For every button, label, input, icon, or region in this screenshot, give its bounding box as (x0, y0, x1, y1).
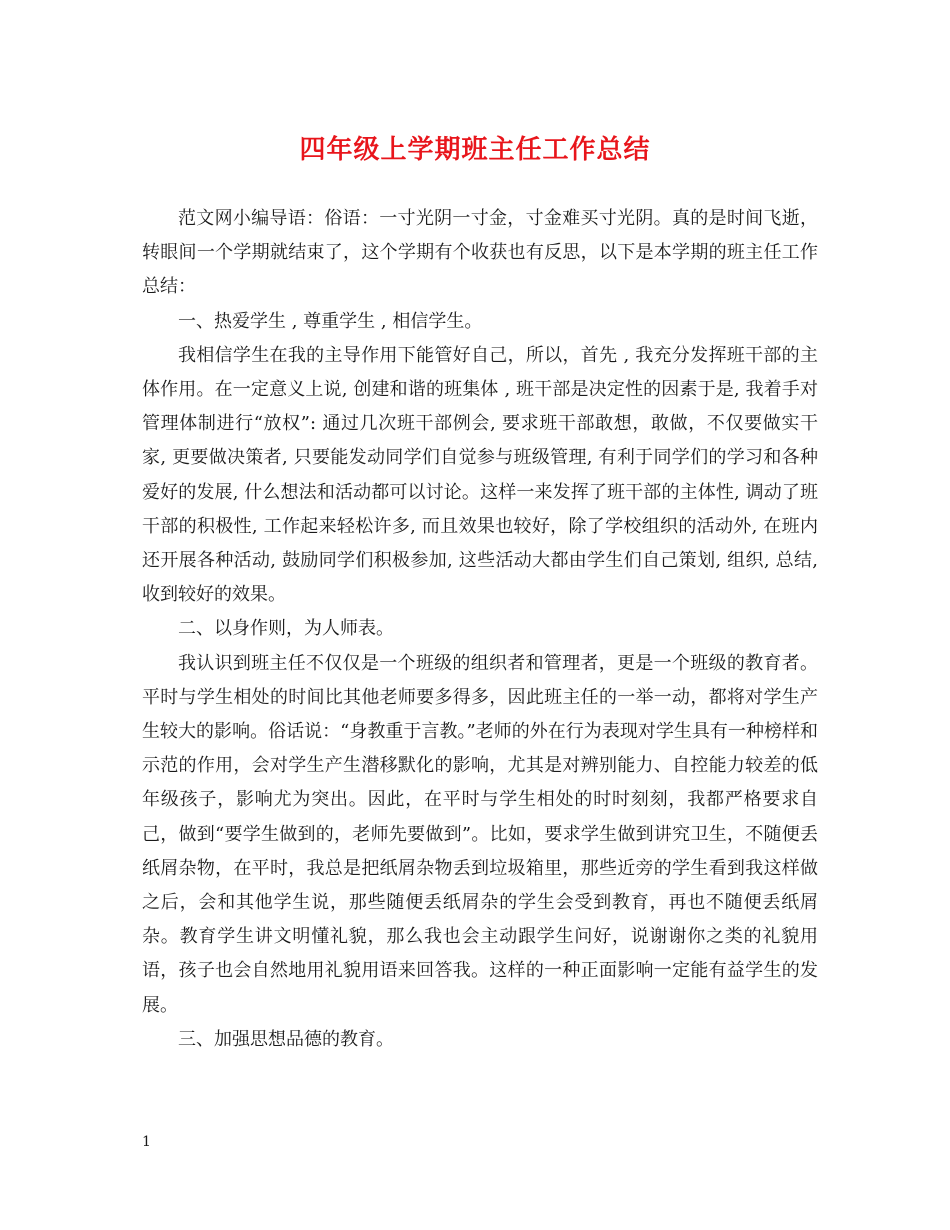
document-body (142, 202, 818, 1057)
page-number: 1 (142, 1134, 151, 1150)
section-heading-1: 一、热爱学生 , 尊重学生 , 相信学生。 (178, 310, 483, 332)
document-title: 四年级上学期班主任工作总结 (299, 135, 651, 165)
section-heading-3: 三、加强思想品德的教育。 (178, 1028, 394, 1050)
paragraph-section-2: 我认识到班主任不仅仅是一个班级的组织者和管理者，更是一个班级的教育者。平时与学生相处的时间比其他老师要多得多，因此班主任的一举一动，都将对学生产生较大的影响。俗话说：“身教重于言教。”老师的外在行为表现对学生具有一种榜样和示范的作用，会对学生产生潜移默化的影响，尤其是对辨别能力、自控能力较差的低年级孩子，影响尤为突出。因此，在平时与学生相处的时时刻刻，我都严格要求自己，做到“要学生做到的，老师先要做到”。比如，要求学生做到讲究卫生，不随便丢纸屑杂物，在平时，我总是把纸屑杂物丢到垃圾箱里，那些近旁的学生看到我这样做之后，会和其他学生说，那些随便丢纸屑杂的学生会受到教育，再也不随便丢纸屑杂。教育学生讲文明懂礼貌，那么我也会主动跟学生问好，说谢谢你之类的礼貌用语，孩子也会自然地用礼貌用语来回答我。这样的一种正面影响一定能有益学生的发展。 (142, 652, 818, 1016)
paragraph-section-1: 我相信学生在我的主导作用下能管好自己，所以，首先 , 我充分发挥班干部的主体作用。在一定意义上说, 创建和谐的班集体 , 班干部是决定性的因素于是, 我着手对管理体制进行“放权”: 通过几次班干部例会, 要求班干部敢想，敢做，不仅要做实干家, 更要做决策者, 只要能发动同学们自觉参与班级管理, 有利于同学们的学习和各种爱好的发展, 什么想法和活动都可以讨论。这样一来发挥了班干部的主体性, 调动了班干部的积极性, 工作起来轻松许多, 而且效果也较好，除了学校组织的活动外, 在班内还开展各种活动, 鼓励同学们积极参加, 这些活动大都由学生们自己策划, 组织, 总结, 收到较好的效果。 (142, 344, 818, 606)
section-heading-2: 二、以身作则，为人师表。 (178, 618, 394, 640)
paragraph-intro: 范文网小编导语：俗语：一寸光阴一寸金，寸金难买寸光阴。真的是时间飞逝，转眼间一个学期就结束了，这个学期有个收获也有反思，以下是本学期的班主任工作总结： (142, 208, 818, 298)
